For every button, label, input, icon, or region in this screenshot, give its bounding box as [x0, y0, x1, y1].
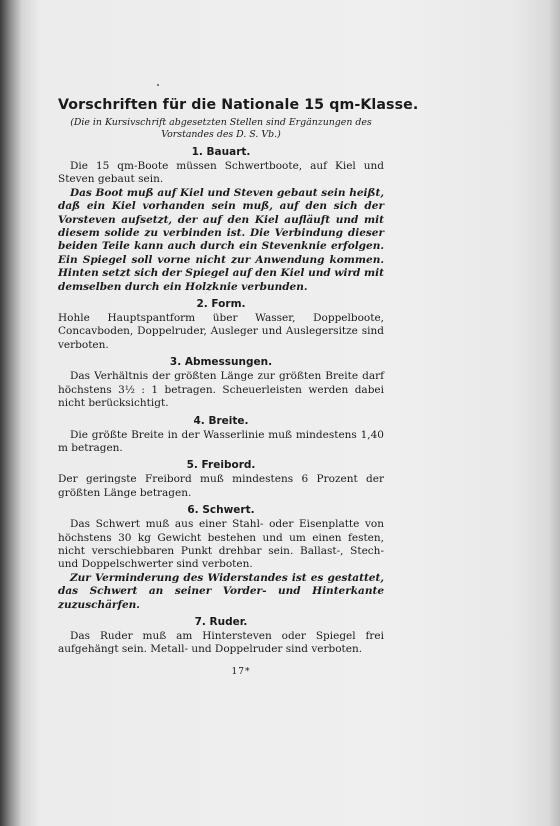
paragraph: Das Verhältnis der größten Länge zur größten Breite darf höchstens 3½ : 1 betragen. Scheuerleisten werden dabei nicht berücksichtigt. [58, 370, 384, 410]
italic-paragraph: Zur Verminderung des Widerstandes ist es gestattet, das Schwert an seiner Vorder- und Hinterkante zuzuschärfen. [58, 571, 384, 611]
section-heading: 2. Form. [196, 298, 246, 311]
paragraph: Das Ruder muß am Hintersteven oder Spiegel frei aufgehängt sein. Metall- und Doppelruder sind verboten. [58, 629, 384, 656]
section-abmessungen [58, 355, 384, 410]
page-subtitle: (Die in Kursivschrift abgesetzten Stellen sind Ergänzungen des Vorstandes des D. S. Vb.) [70, 117, 372, 140]
document-page [58, 95, 419, 677]
italic-paragraph: Das Boot muß auf Kiel und Steven gebaut sein heißt, daß ein Kiel vorhanden sein muß, auf den sich der Vorsteven aufsetzt, der auf den Kiel aufläuft und mit diesem solide zu verbinden ist. Die Verbindung dieser beiden Teile kann auch durch ein Stevenknie erfolgen. Ein Spiegel soll vorne nicht zur Anwendung kommen. Hinten setzt sich der Spiegel auf den Kiel und wird mit demselben durch ein Holzknie verbunden. [58, 186, 384, 293]
section-heading: 4. Breite. [193, 414, 249, 427]
paragraph: Die größte Breite in der Wasserlinie muß mindestens 1,40 m betragen. [58, 428, 384, 454]
page-number: 17* [231, 666, 251, 677]
paragraph: Der geringste Freibord muß mindestens 6 Prozent der größten Länge betragen. [58, 473, 384, 499]
page-title: Vorschriften für die Nationale 15 qm-Klasse. [58, 97, 419, 113]
section-heading: 1. Bauart. [191, 146, 251, 158]
section-heading: 7. Ruder. [194, 615, 248, 628]
section-schwert [58, 503, 384, 612]
paragraph: Hohle Hauptspantform über Wasser, Doppelboote, Concavboden, Doppelruder, Ausleger und Auslegersitze sind verboten. [58, 312, 384, 351]
section-breite [58, 414, 384, 456]
section-heading: 6. Schwert. [187, 504, 255, 517]
section-heading: 5. Freibord. [186, 459, 256, 472]
section-heading: 3. Abmessungen. [169, 356, 273, 369]
section-freibord [58, 458, 384, 500]
section-form [58, 297, 384, 352]
speck [157, 84, 159, 86]
section-bauart [58, 145, 384, 294]
section-ruder [58, 615, 384, 657]
paragraph: Das Schwert muß aus einer Stahl- oder Eisenplatte von höchstens 30 kg Gewicht bestehen und um einen festen, nicht verschiebbaren Punkt drehbar sein. Ballast-, Stech- und Doppelschwerter sind verboten. [58, 518, 384, 571]
paragraph: Die 15 qm-Boote müssen Schwertboote, auf Kiel und Steven gebaut sein. [58, 160, 384, 186]
